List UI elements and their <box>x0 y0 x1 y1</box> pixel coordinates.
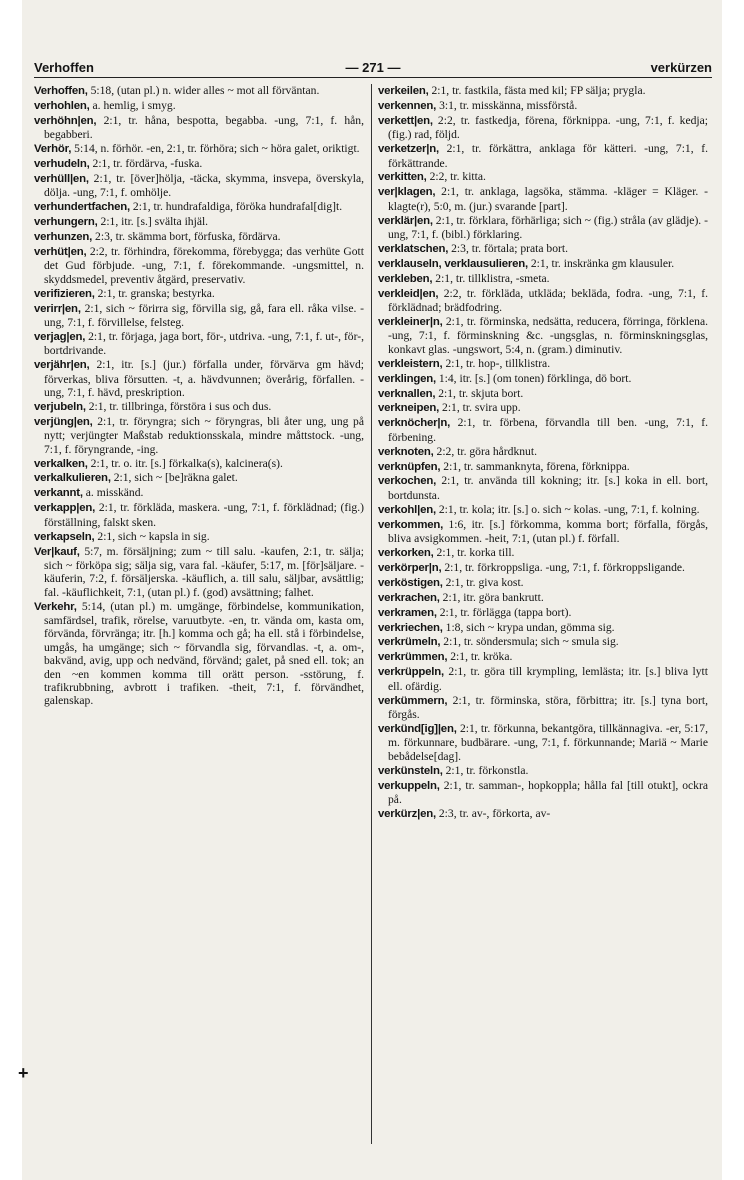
entry-headword: verkrüppeln, <box>378 666 444 679</box>
dictionary-entry <box>378 474 708 502</box>
entry-headword: verkapseln, <box>34 530 95 543</box>
entry-definition: 2:1, tr. sammanknyta, förena, förknippa. <box>443 459 630 473</box>
dictionary-page <box>18 0 722 1180</box>
entry-headword: verjähr|en, <box>34 359 90 372</box>
entry-headword: verknöcher|n, <box>378 417 451 430</box>
dictionary-entry <box>34 545 364 600</box>
entry-headword: verkneipen, <box>378 402 440 415</box>
entry-headword: verkett|en, <box>378 114 433 127</box>
entry-headword: verhüll|en, <box>34 172 89 185</box>
entry-definition: 2:1, tr. förkonstla. <box>445 763 529 777</box>
entry-definition: 2:1, tr. anklaga, lagsöka, stämma. -kläger = Kläger. -klagte(r), 5:0, m. (jur.) svarande [part]. <box>388 185 708 213</box>
entry-definition: 2:2, tr. kitta. <box>429 170 486 184</box>
entry-headword: verkorken, <box>378 547 434 559</box>
entry-definition: 2:1, tr. o. itr. [s.] förkalka(s), kalcinera(s). <box>90 456 283 470</box>
dictionary-entry <box>378 416 708 444</box>
dictionary-entry <box>378 635 708 649</box>
entry-headword: verköstigen, <box>378 576 443 589</box>
dictionary-entry <box>378 242 708 256</box>
entry-definition: 2:1, sich ~ [be]räkna galet. <box>113 471 238 485</box>
entry-definition: 2:1, tr. kröka. <box>450 650 513 664</box>
entry-headword: verkuppeln, <box>378 779 440 792</box>
entry-definition: 2:1, tr. förkroppsliga. -ung, 7:1, f. förkroppsligande. <box>444 560 685 574</box>
entry-headword: verkapp|en, <box>34 502 96 515</box>
entry-definition: 2:2, tr. fastkedja, förena, förknippa. -ung, 7:1, f. kedja; (fig.) rad, följd. <box>388 113 708 142</box>
entry-definition: 2:1, sich ~ förirra sig, förvilla sig, gå, fara ell. råka vilse. -ung, 7:1, f. förvillelse, felsteg. <box>44 301 364 329</box>
entry-definition: 2:1, tr. håna, bespotta, begabba. -ung, 7:1, f. hån, begabberi. <box>44 113 364 142</box>
entry-definition: 2:1, tr. samman-, hopkoppla; hålla fal [till otukt], ockra på. <box>388 778 708 806</box>
dictionary-entry <box>34 415 364 456</box>
entry-headword: verkrachen, <box>378 591 440 604</box>
entry-definition: 2:3, tr. av-, förkorta, av- <box>438 806 551 820</box>
entry-headword: verkalken, <box>34 457 88 470</box>
entry-definition: 5:18, (utan pl.) n. wider alles ~ mot all förväntan. <box>90 84 320 97</box>
dictionary-entry <box>34 358 364 399</box>
entry-headword: Verhoffen, <box>34 85 88 97</box>
dictionary-entry <box>378 401 708 415</box>
dictionary-entry <box>378 372 708 386</box>
dictionary-entry <box>34 471 364 485</box>
entry-definition: 2:2, tr. förhindra, förekomma, förebygga; das verhüte Gott det Gud förbjude. -ung, 7:1, f. förekommande. -ungsmittel, n. skyddsmedel, preventiv åtgärd, preservativ. <box>44 244 364 286</box>
entry-headword: verknüpfen, <box>378 460 441 473</box>
entry-definition: 2:1, tr. föryngra; sich ~ föryngras, bli åter ung, ung på nytt; verjüngter Maßstab reduktionsskala, mindre måttstock. -ung, 7:1, f. föryngrande, -ing. <box>44 414 364 456</box>
entry-definition: 2:1, tr. skjuta bort. <box>438 386 524 400</box>
entry-headword: verkennen, <box>378 99 437 112</box>
dictionary-entry <box>378 142 708 170</box>
entry-headword: verklatschen, <box>378 242 449 255</box>
entry-definition: 2:1, tr. fördärva, -fuska. <box>92 157 203 171</box>
entry-headword: verirr|en, <box>34 302 81 315</box>
entry-definition: 2:1, tr. använda till kokning; itr. [s.] koka in ell. bort, bortdunsta. <box>388 474 708 502</box>
dictionary-entry <box>378 315 708 356</box>
dictionary-entry <box>378 170 708 184</box>
entry-definition: 2:3, tr. skämma bort, förfuska, fördärva. <box>95 230 281 244</box>
dictionary-entry <box>34 142 364 156</box>
entry-headword: verkleistern, <box>378 357 443 370</box>
entry-headword: verkleiner|n, <box>378 316 443 328</box>
entry-definition: 2:1, tr. förlägga (tappa bort). <box>439 605 572 619</box>
dictionary-entry <box>34 530 364 544</box>
entry-headword: verkochen, <box>378 475 437 488</box>
entry-definition: 5:14, n. förhör. -en, 2:1, tr. förhöra; sich ~ höra galet, oriktigt. <box>74 142 360 156</box>
columns <box>18 84 712 1144</box>
dictionary-entry <box>378 591 708 605</box>
dictionary-entry <box>34 501 364 529</box>
entry-definition: 2:1, tr. tillklistra, -smeta. <box>435 271 550 285</box>
entry-headword: verknallen, <box>378 387 436 400</box>
dictionary-entry <box>34 215 364 229</box>
entry-headword: verkörper|n, <box>378 561 442 574</box>
dictionary-entry <box>378 665 708 693</box>
column-divider <box>371 84 372 1144</box>
entry-definition: 2:1, itr. göra bankrutt. <box>442 590 544 604</box>
dictionary-entry <box>34 114 364 142</box>
dictionary-entry <box>378 114 708 142</box>
entry-headword: verkohl|en, <box>378 503 436 516</box>
entry-definition: 2:1, tr. förminska, störa, förbittra; itr. [s.] tyna bort, förgås. <box>388 693 708 721</box>
entry-headword: verhudeln, <box>34 158 90 171</box>
dictionary-entry <box>378 576 708 590</box>
dictionary-entry <box>378 807 708 821</box>
entry-headword: verkriechen, <box>378 621 443 634</box>
dictionary-entry <box>378 694 708 722</box>
entry-definition: 2:1, tr. göra till krympling, lemlästa; itr. [s.] bliva lytt ell. ofärdig. <box>388 665 709 693</box>
entry-definition: 2:1, sich ~ kapsla in sig. <box>97 529 210 543</box>
entry-headword: verkalkulieren, <box>34 472 111 485</box>
dictionary-entry <box>378 561 708 575</box>
dictionary-entry <box>34 486 364 500</box>
dictionary-entry <box>34 99 364 113</box>
entry-definition: 2:1, itr. [s.] (jur.) förfalla under, förvärva gm hävd; förverkas, bliva försutten. -t, a. hävdvunnen; överårig, förfallen. -ung, 7:1, f. hävd, preskription. <box>44 358 364 400</box>
entry-headword: verkeilen, <box>378 85 429 97</box>
entry-headword: verifizieren, <box>34 287 95 300</box>
margin-plus-mark: + <box>18 1063 29 1083</box>
dictionary-entry <box>378 606 708 620</box>
dictionary-entry <box>378 84 708 98</box>
entry-definition: 2:1, tr. giva kost. <box>445 575 524 589</box>
dictionary-entry <box>34 600 364 708</box>
dictionary-entry <box>378 503 708 517</box>
entry-headword: ver|klagen, <box>378 186 436 199</box>
dictionary-entry <box>378 214 708 242</box>
entry-definition: 2:2, tr. göra hårdknut. <box>436 444 537 458</box>
dictionary-entry <box>34 457 364 471</box>
entry-headword: verkleben, <box>378 272 433 285</box>
entry-headword: verklär|en, <box>378 214 433 227</box>
dictionary-entry <box>378 650 708 664</box>
entry-headword: verknoten, <box>378 445 434 458</box>
entry-definition: 2:1, tr. kola; itr. [s.] o. sich ~ kolas. -ung, 7:1, f. kolning. <box>438 502 700 516</box>
dictionary-entry <box>34 230 364 244</box>
entry-headword: verkünsteln, <box>378 764 443 777</box>
dictionary-entry <box>378 621 708 635</box>
dictionary-entry <box>34 302 364 330</box>
entry-definition: 2:2, tr. förkläda, utkläda; bekläda, fodra. -ung, 7:1, f. förklädnad; brädfodring. <box>388 286 708 315</box>
dictionary-entry <box>378 722 708 763</box>
entry-definition: 3:1, tr. misskänna, missförstå. <box>439 98 578 112</box>
dictionary-entry <box>378 257 708 271</box>
dictionary-entry <box>378 764 708 778</box>
entry-definition: 2:1, tr. tillbringa, förstöra i sus och dus. <box>88 399 272 413</box>
dictionary-entry <box>34 400 364 414</box>
dictionary-entry <box>34 172 364 200</box>
entry-headword: Verhör, <box>34 143 72 156</box>
entry-definition: 2:1, tr. förklara, förhärliga; sich ~ (fig.) stråla (av glädje). -ung, 7:1, f. (bibl.) förklaring. <box>388 213 708 242</box>
dictionary-entry <box>378 357 708 371</box>
dictionary-entry <box>34 200 364 214</box>
entry-definition: 2:3, tr. förtala; prata bort. <box>451 241 568 255</box>
entry-headword: verketzer|n, <box>378 143 439 156</box>
entry-definition: 2:1, tr. förkättra, anklaga för kätteri. -ung, 7:1, f. förkättrande. <box>388 142 708 170</box>
entry-definition: 2:1, itr. [s.] svälta ihjäl. <box>100 215 209 229</box>
page-number: — 271 — <box>345 60 401 75</box>
entry-headword: verkommen, <box>378 518 444 531</box>
entry-definition: 2:1, tr. förminska, nedsätta, reducera, förringa, förklena. -ung, 7:1, f. förminskning &c. -ungsglas, n. förminskningsglas, konkavt glas. -ungswort, 5:4, n. (gram.) diminutiv. <box>388 315 708 356</box>
entry-definition: 2:1, tr. [över]hölja, -täcka, skymma, insvepa, överskyla, dölja. -ung, 7:1, f. omhölje. <box>44 171 364 200</box>
entry-definition: 2:1, tr. hundrafaldiga, föröka hundrafal[dig]t. <box>132 200 343 214</box>
dictionary-entry <box>378 99 708 113</box>
entry-definition: 2:1, tr. inskränka gm klausuler. <box>530 256 675 270</box>
entry-headword: verkannt, <box>34 487 83 500</box>
entry-headword: verjüng|en, <box>34 415 93 428</box>
entry-definition: 2:1, tr. förkläda, maskera. -ung, 7:1, f. förklädnad; (fig.) förställning, falskt sken. <box>44 501 364 529</box>
entry-definition: 2:1, tr. söndersmula; sich ~ smula sig. <box>443 635 619 649</box>
entry-headword: verjubeln, <box>34 400 86 413</box>
entry-headword: verhunzen, <box>34 231 93 244</box>
entry-headword: verhohlen, <box>34 99 90 112</box>
entry-definition: 2:1, tr. fastkila, fästa med kil; FP sälja; prygla. <box>431 84 646 97</box>
entry-headword: verkramen, <box>378 606 437 619</box>
left-column <box>18 84 365 1083</box>
dictionary-entry <box>34 287 364 301</box>
dictionary-entry <box>378 185 708 213</box>
entry-definition: 1:8, sich ~ krypa undan, gömma sig. <box>445 620 615 634</box>
entry-definition: 2:1, tr. förbena, förvandla till ben. -ung, 7:1, f. förbening. <box>388 416 708 444</box>
dictionary-entry <box>378 272 708 286</box>
entry-headword: verklauseln, verklausulieren, <box>378 257 528 270</box>
page-header <box>34 56 712 78</box>
dictionary-entry <box>378 445 708 459</box>
entry-headword: verhungern, <box>34 216 98 229</box>
entry-headword: verkürz|en, <box>378 807 436 820</box>
dictionary-entry <box>34 330 364 358</box>
entry-definition: 5:7, m. försäljning; zum ~ till salu. -kaufen, 2:1, tr. sälja; sich ~ förköpa sig; sälja sig, vara fal. -käufer, 5:17, m. [för]säljare. -käuferin, 7:2, f. försäljerska. -käuflich, a. till salu, säljbar, avsättlig; fal. -käuflichkeit, 7:1, (utan pl.) f. (god) avsättning; falhet. <box>44 544 364 599</box>
header-first-word: Verhoffen <box>34 60 94 75</box>
entry-definition: a. misskänd. <box>85 486 144 500</box>
entry-headword: Verkehr, <box>34 600 77 613</box>
dictionary-entry <box>378 287 708 315</box>
entry-definition: 1:6, itr. [s.] förkomma, komma bort; förfalla, förgås, bliva avsigkommen. -heit, 7:1, (utan pl.) f. förfall. <box>388 517 708 546</box>
entry-headword: verkrümeln, <box>378 636 441 649</box>
dictionary-entry <box>34 245 364 286</box>
dictionary-entry <box>34 157 364 171</box>
dictionary-entry <box>378 546 708 560</box>
entry-headword: verkünd[ig]|en, <box>378 722 457 735</box>
right-column <box>378 84 708 822</box>
entry-definition: 2:1, tr. granska; bestyrka. <box>97 286 215 300</box>
entry-headword: Ver|kauf, <box>34 545 80 558</box>
entry-headword: verhöhn|en, <box>34 114 97 127</box>
entry-headword: verjag|en, <box>34 330 86 343</box>
entry-definition: 2:1, tr. hop-, tillklistra. <box>445 356 551 370</box>
entry-headword: verkümmern, <box>378 694 448 707</box>
entry-headword: verklingen, <box>378 372 436 385</box>
dictionary-entry <box>378 387 708 401</box>
header-rule <box>34 77 712 78</box>
header-last-word: verkürzen <box>650 60 712 75</box>
entry-definition: 1:4, itr. [s.] (om tonen) förklinga, dö bort. <box>438 371 632 385</box>
entry-definition: 2:1, tr. förjaga, jaga bort, för-, utdriva. -ung, 7:1, f. ut-, för-, bortdrivande. <box>44 329 364 358</box>
entry-headword: verkitten, <box>378 171 427 184</box>
entry-headword: verkrümmen, <box>378 651 448 664</box>
entry-headword: verhüt|en, <box>34 245 87 258</box>
dictionary-entry <box>34 84 364 98</box>
entry-definition: 5:14, (utan pl.) m. umgänge, förbindelse, kommunikation, samfärdsel, trafik, rörelse, varuutbyte. -en, tr. vända om, kasta om, förvända, förvränga; itr. [h.] komma och gå; ha ell. stå i förbindelse, umgås, ha umgänge; sich ~ förvandla sig, förvandlas. -t, a. om-, bakvänd, avig, upp och nedvänd, förvänd; galet, på sned ell. tok; an den ~en kommen komma till orätt person. -sstörung, f. trafikrubbning, avbrott i trafiken. -theit, 7:1, f. förvändhet, galenskap. <box>44 599 365 708</box>
entry-definition: 2:1, tr. svira upp. <box>442 401 521 415</box>
dictionary-entry <box>378 518 708 546</box>
dictionary-entry <box>378 460 708 474</box>
entry-definition: 2:1, tr. förkunna, bekantgöra, tillkännagiva. -er, 5:17, m. förkunnare, budbärare. -ung, 7:1, f. förkunnande; Mariä ~ Marie bebådelse[dag]. <box>388 721 708 763</box>
entry-definition: a. hemlig, i smyg. <box>92 98 176 112</box>
entry-definition: 2:1, tr. korka till. <box>436 546 515 559</box>
entry-headword: verkleid|en, <box>378 287 439 300</box>
entry-headword: verhundertfachen, <box>34 201 130 214</box>
dictionary-entry <box>378 779 708 807</box>
